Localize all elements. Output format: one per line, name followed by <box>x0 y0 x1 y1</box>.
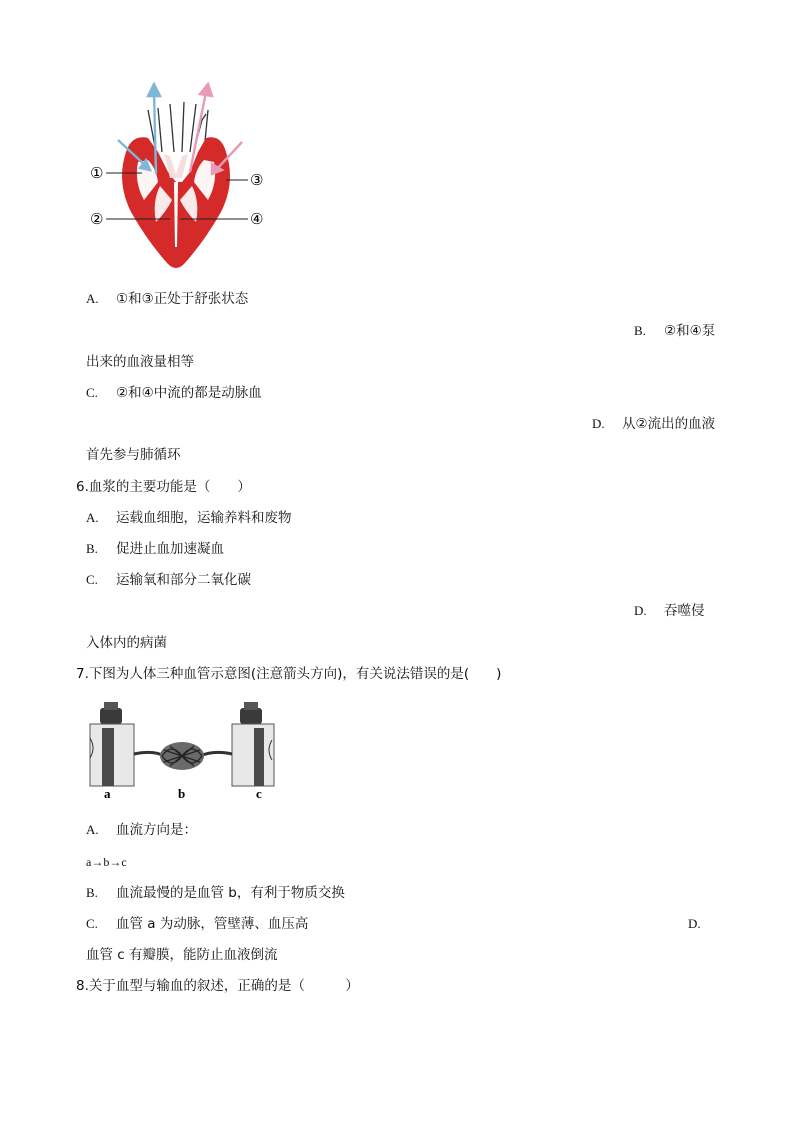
q5-option-d-continuation: 首先参与肺循环 <box>86 447 181 463</box>
q7-option-b: B. 血流最慢的是血管 b，有利于物质交换 <box>86 885 345 901</box>
heart-label-4: ④ <box>250 212 264 228</box>
q7-option-a: A. 血流方向是： <box>86 822 197 838</box>
q5-option-b: B. ②和④泵 <box>634 323 716 339</box>
q7-option-d: D. <box>688 916 701 931</box>
q7-stem: 7.下图为人体三种血管示意图(注意箭头方向)，有关说法错误的是( ) <box>76 666 502 682</box>
q8-stem: 8.关于血型与输血的叙述，正确的是（ ） <box>76 978 359 994</box>
heart-label-3: ③ <box>250 173 264 189</box>
q6-option-d: D. 吞噬侵 <box>634 603 705 619</box>
q5-option-d: D. 从②流出的血液 <box>592 416 716 432</box>
q7-option-d-continuation: 血管 c 有瓣膜，能防止血液倒流 <box>86 947 278 963</box>
q5-option-c: C. ②和④中流的都是动脉血 <box>86 385 262 401</box>
q7-option-a-continuation: a→b→c <box>86 855 127 869</box>
vessel-label-b: b <box>178 786 186 801</box>
heart-label-2: ② <box>90 212 104 228</box>
q5-option-b-continuation: 出来的血液量相等 <box>86 354 194 370</box>
q6-option-d-continuation: 入体内的病菌 <box>86 635 167 651</box>
blood-vessel-diagram <box>84 698 280 802</box>
heart-diagram <box>86 82 276 272</box>
vessel-label-c: c <box>256 786 262 801</box>
q5-option-a: A. ①和③正处于舒张状态 <box>86 291 249 307</box>
vessel-label-a: a <box>104 786 111 801</box>
q6-stem: 6.血浆的主要功能是（ ） <box>76 479 251 495</box>
heart-label-1: ① <box>90 166 104 182</box>
q6-option-a: A. 运载血细胞，运输养料和废物 <box>86 510 292 526</box>
q6-option-c: C. 运输氧和部分二氧化碳 <box>86 572 251 588</box>
q6-option-b: B. 促进止血加速凝血 <box>86 541 224 557</box>
q7-option-c: C. 血管 a 为动脉，管壁薄、血压高 <box>86 916 309 932</box>
